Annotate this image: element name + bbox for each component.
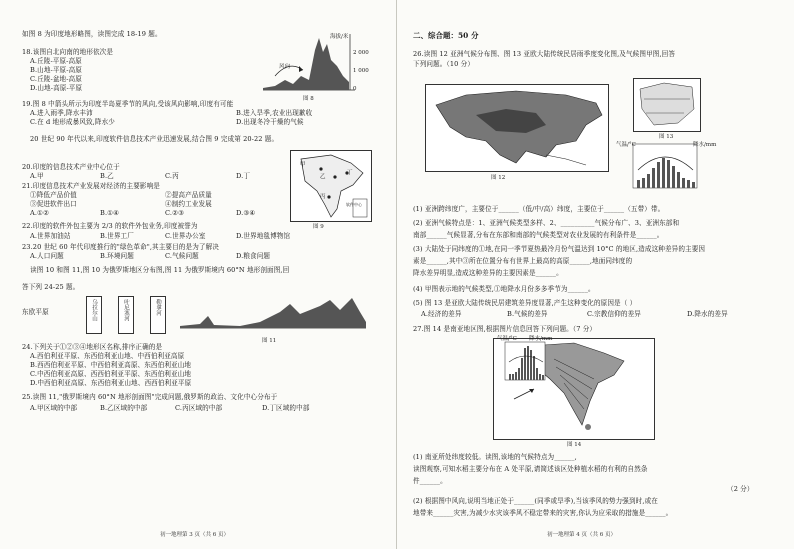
q25-stem: 25.读图 11,"俄罗斯境内 60°N 地形剖面图"完成问题,俄罗斯的政治、文化中心分布于 bbox=[22, 393, 278, 401]
intro-20: 20 世纪 90 年代以来,印度软件信息技术产业迅速发展,结合图 9 完成第 20-22 题。 bbox=[30, 135, 279, 143]
q25-b: B.乙区域的中部 bbox=[100, 404, 148, 412]
intro-24b: 答下列 24-25 题。 bbox=[22, 283, 80, 291]
q21-c: C.②③ bbox=[165, 209, 185, 217]
fig11-r2: 叶尼塞河 bbox=[123, 299, 129, 321]
q25-a: A.甲区域的中部 bbox=[30, 404, 78, 412]
fig8-tick-0: 0 bbox=[353, 86, 357, 92]
q21-o2: ②提高产品质量 bbox=[165, 191, 212, 199]
q25-c: C.丙区域的中部 bbox=[175, 404, 223, 412]
q19-b: B.进入旱季,农业出现歉收 bbox=[236, 109, 313, 117]
q26-2: (2) 亚洲气候特点是：1、亚洲气候类型多样、2、__________气候分布广、3、亚洲东部和 bbox=[413, 219, 680, 227]
fig11-r3: 勒拿河 bbox=[155, 299, 161, 316]
q20-c: C.丙 bbox=[165, 172, 179, 180]
q26-3: (3) 大陆处于同纬度的①地,在同一季节夏热最冷月份气温达到 10°C 的地区,造成这种差异的主要因 bbox=[413, 245, 706, 253]
fig8-wind: 风向 bbox=[279, 64, 291, 70]
fig14-climate-chart bbox=[503, 340, 547, 382]
q22-a: A.世界加油站 bbox=[30, 232, 71, 240]
fig9-place-yi: 乙 bbox=[320, 174, 326, 180]
q23-a: A.人口问题 bbox=[30, 252, 64, 260]
q21-o3: ③促进软件出口 bbox=[30, 200, 77, 208]
q27-2b: 地带来______灾害,为减少水灾该季风不稳定带来的灾害,你认为应采取的措施是______。 bbox=[413, 509, 673, 517]
q26-3c: 降水差异明显,造成这种差异的主要因素是______。 bbox=[413, 269, 563, 277]
q23-d: D.粮食问题 bbox=[236, 252, 271, 260]
q26-intro: 26.读图 12 亚洲气候分布图、图 13 亚欧大陆传统民居雨季度变化图,及气候图甲图,回答 bbox=[413, 50, 676, 58]
q23-b: B.环境问题 bbox=[100, 252, 134, 260]
right-footer: 初一地理第 4 页（共 6 页） bbox=[547, 532, 616, 538]
q20-stem: 20.印度的信息技术产业中心位于 bbox=[22, 163, 120, 171]
q19-stem: 19.图 8 中箭头所示为印度半岛夏季节的风向,受该风向影响,印度有可能 bbox=[22, 100, 234, 108]
fig13-temp-label: 气温/°C bbox=[616, 142, 636, 148]
q23-c: C.气候问题 bbox=[165, 252, 199, 260]
q26-5-a: A.经济的差异 bbox=[421, 310, 462, 318]
q21-o4: ④制约工业发展 bbox=[165, 200, 212, 208]
q24-b: B.西西伯利亚平原、中西伯利亚高原、东西伯利亚山地 bbox=[30, 361, 192, 369]
fig11-west: 东欧平原 bbox=[22, 308, 49, 316]
fig12-label: 图 12 bbox=[491, 175, 506, 181]
intro-18: 如图 8 为印度地形略图，读图完成 18-19 题。 bbox=[22, 30, 162, 38]
q24-d: D.中西伯利亚高原、东西伯利亚山地、西西伯利亚平原 bbox=[30, 379, 192, 387]
q26-4: (4) 甲图表示地的气候类型,①地降水月份多多季节为______。 bbox=[413, 285, 595, 293]
fig9-place-bing: 丙 bbox=[320, 194, 326, 200]
q21-b: B.①④ bbox=[100, 209, 120, 217]
q22-c: C.世界办公室 bbox=[165, 232, 206, 240]
fig9-place-jia: 甲 bbox=[300, 162, 306, 168]
q18-a: A.丘陵-平原-高原 bbox=[30, 57, 82, 65]
left-footer: 初一地理第 3 页（共 6 页） bbox=[160, 532, 229, 538]
fig9-label: 图 9 bbox=[313, 224, 324, 230]
q25-d: D.丁区域的中部 bbox=[262, 404, 310, 412]
q20-a: A.甲 bbox=[30, 172, 44, 180]
figure-11-profile bbox=[180, 292, 370, 334]
q24-a: A.西伯利亚平原、东西伯利亚山地、中西伯利亚高原 bbox=[30, 352, 185, 360]
fig8-label: 图 8 bbox=[303, 96, 314, 102]
q18-b: B.山地-平原-高原 bbox=[30, 66, 82, 74]
q18-d: D.山地-高原-平原 bbox=[30, 84, 83, 92]
q26-2b: 南部______气候显著,分布在东部和南部的气候类型对农业发展的有利条件是______。 bbox=[413, 231, 664, 239]
q21-a: A.①② bbox=[30, 209, 50, 217]
q26-intro-2: 下列问题。（10 分） bbox=[413, 60, 475, 68]
q23-stem: 23.20 世纪 60 年代印度推行的"绿色革命",其主要目的是为了解决 bbox=[22, 243, 219, 251]
fig9-legend: 软件中心 bbox=[346, 202, 362, 207]
fig14-temp-label: 气温/°C bbox=[497, 336, 517, 342]
q22-stem: 22.印度的软件外包主要为 2/3 的软件外包业务,印度被誉为 bbox=[22, 222, 198, 230]
q24-stem: 24.下列关于①②③④地形区名称,排序正确的是 bbox=[22, 343, 163, 351]
q21-o1: ①降低产品价值 bbox=[30, 191, 77, 199]
q18-c: C.丘陵-盆地-高原 bbox=[30, 75, 82, 83]
fig13-label: 图 13 bbox=[659, 134, 674, 140]
fig11-r1: 乌拉尔山 bbox=[91, 299, 97, 321]
section-heading: 二、综合题：50 分 bbox=[413, 31, 479, 40]
q26-5-c: C.宗教信仰的差异 bbox=[587, 310, 641, 318]
q22-b: B.世界工厂 bbox=[100, 232, 134, 240]
q21-stem: 21.印度信息技术产业发展对经济的主要影响是 bbox=[22, 182, 160, 190]
q20-b: B.乙 bbox=[100, 172, 114, 180]
q18-stem: 18.该图自北向南的地形依次是 bbox=[22, 48, 114, 56]
figure-12-map bbox=[425, 84, 609, 172]
q26-1: (1) 亚洲跨纬度广，主要位于______（低/中/高）纬度，主要位于______（五带）带。 bbox=[413, 205, 665, 213]
q21-d: D.③④ bbox=[236, 209, 256, 217]
q27-2: (2) 根据图中风向,说明当地正处于______(同季或旱季),当该季风的势力强到时,或在 bbox=[413, 497, 658, 505]
q27-1: (1) 南亚所处纬度较低。读图,该地的气候特点为______, bbox=[413, 453, 577, 461]
fig14-label: 图 14 bbox=[567, 442, 582, 448]
q27-1c: 件______。 bbox=[413, 477, 447, 485]
fig11-label: 图 11 bbox=[262, 338, 277, 344]
q26-5-b: B.气候的差异 bbox=[507, 310, 548, 318]
climate-chart bbox=[625, 140, 705, 196]
q20-d: D.丁 bbox=[236, 172, 251, 180]
q24-c: C.中西伯利亚高原、西西伯利亚平原、东西伯利亚山地 bbox=[30, 370, 192, 378]
q19-c: C.在 d 地形成暴风致,降水少 bbox=[30, 118, 115, 126]
q26-5-d: D.降水的差异 bbox=[687, 310, 728, 318]
fig8-tick-1000: 1 000 bbox=[353, 68, 369, 74]
fig14-precip-label: 降水/mm bbox=[529, 336, 553, 342]
q27-stem: 27.图 14 是南亚地区图,根据图片信息回答下列问题。（7 分） bbox=[413, 325, 597, 333]
q27-1b: 读图观察,可知水稻主要分布在 A 处平原,请简述该区处种植水稻的有利的自然条 bbox=[413, 465, 648, 473]
q26-5: (5) 图 13 是亚欧大陆传统民居建筑差异度显著,产生这种变化的原因是（ ） bbox=[413, 299, 637, 307]
right-page bbox=[397, 0, 794, 549]
fig9-place-ding: 丁 bbox=[347, 170, 353, 176]
q19-a: A.进入雨季,降水丰沛 bbox=[30, 109, 93, 117]
fig8-tick-2000: 2 000 bbox=[353, 50, 369, 56]
figure-13-map bbox=[633, 78, 701, 132]
q27-1-score: （2 分） bbox=[727, 485, 754, 493]
fig13-precip-label: 降水/mm bbox=[693, 142, 717, 148]
q22-d: D.世界地毯博物馆 bbox=[236, 232, 291, 240]
intro-24: 读图 10 和图 11,图 10 为俄罗斯地区分布图,图 11 为俄罗斯境内 60°N 地形剖面图,回 bbox=[30, 266, 290, 274]
q19-d: D.出现冬冷干燥的气候 bbox=[236, 118, 304, 126]
figure-8-profile bbox=[255, 30, 365, 102]
q26-3b: 素是______,其中③所在位置分布有世界上最高的高原______,地面同纬度的 bbox=[413, 257, 633, 265]
fig8-ylabel: 海拔/米 bbox=[330, 34, 349, 40]
